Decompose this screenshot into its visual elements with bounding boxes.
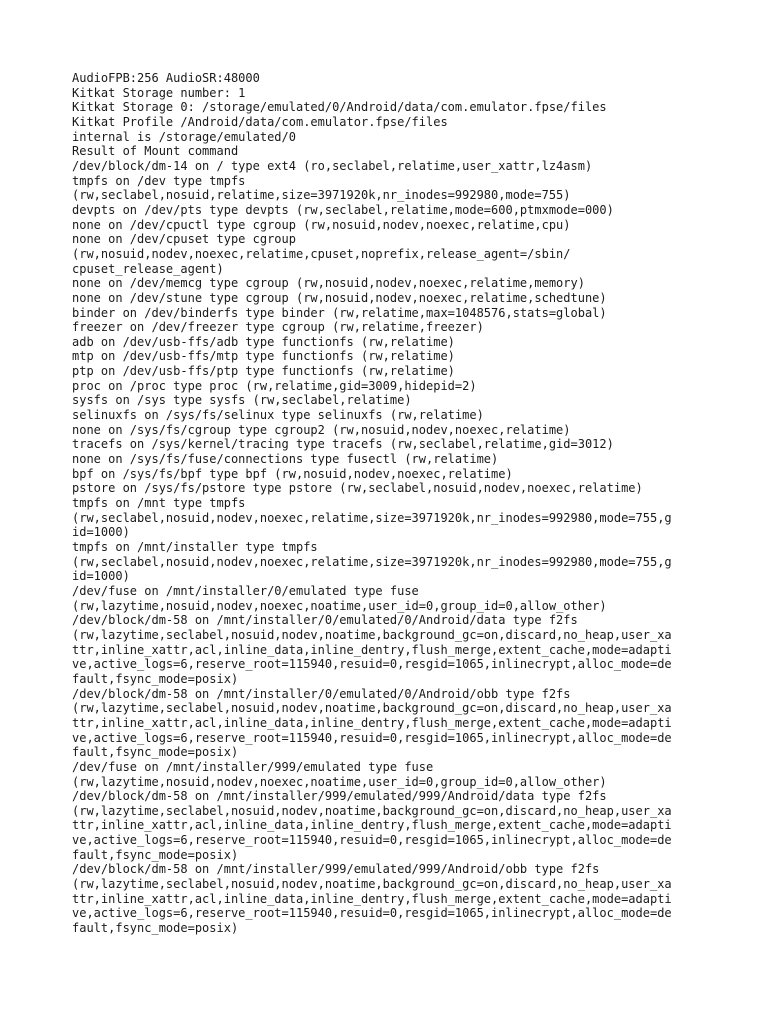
log-line: (rw,seclabel,nosuid,nodev,noexec,relatime,size=3971920k,nr_inodes=992980,mode=755,g [72, 510, 672, 525]
log-line: (rw,lazytime,nosuid,nodev,noexec,noatime,user_id=0,group_id=0,allow_other) [72, 598, 607, 613]
log-line: /dev/block/dm-14 on / type ext4 (ro,seclabel,relatime,user_xattr,lz4asm) [72, 158, 593, 173]
log-line: none on /dev/cpuctl type cgroup (rw,nosuid,nodev,noexec,relatime,cpu) [72, 217, 571, 232]
log-line: ttr,inline_xattr,acl,inline_data,inline_dentry,flush_merge,extent_cache,mode=adapti [72, 715, 672, 730]
log-line: freezer on /dev/freezer type cgroup (rw,relatime,freezer) [72, 320, 484, 335]
log-line: none on /dev/memcg type cgroup (rw,nosuid,nodev,noexec,relatime,memory) [72, 276, 585, 291]
log-line: ve,active_logs=6,reserve_root=115940,resuid=0,resgid=1065,inlinecrypt,alloc_mode=de [72, 730, 672, 745]
log-line: tracefs on /sys/kernel/tracing type tracefs (rw,seclabel,relatime,gid=3012) [72, 437, 614, 452]
log-line: none on /dev/stune type cgroup (rw,nosuid,nodev,noexec,relatime,schedtune) [72, 290, 607, 305]
log-line: (rw,seclabel,nosuid,nodev,noexec,relatime,size=3971920k,nr_inodes=992980,mode=755,g [72, 554, 672, 569]
log-line: none on /sys/fs/fuse/connections type fusectl (rw,relatime) [72, 452, 499, 467]
log-line: /dev/block/dm-58 on /mnt/installer/999/emulated/999/Android/obb type f2fs [72, 862, 600, 877]
log-line: cpuset_release_agent) [72, 261, 224, 276]
log-line: /dev/block/dm-58 on /mnt/installer/999/emulated/999/Android/data type f2fs [72, 789, 607, 804]
log-line: ve,active_logs=6,reserve_root=115940,resuid=0,resgid=1065,inlinecrypt,alloc_mode=de [72, 833, 672, 848]
log-line: fault,fsync_mode=posix) [72, 847, 239, 862]
log-line: ve,active_logs=6,reserve_root=115940,resuid=0,resgid=1065,inlinecrypt,alloc_mode=de [72, 906, 672, 921]
log-line: internal is /storage/emulated/0 [72, 129, 296, 144]
log-line: /dev/block/dm-58 on /mnt/installer/0/emulated/0/Android/obb type f2fs [72, 686, 571, 701]
log-line: sysfs on /sys type sysfs (rw,seclabel,relatime) [72, 393, 412, 408]
log-line: id=1000) [72, 525, 130, 540]
log-line: fault,fsync_mode=posix) [72, 745, 239, 760]
log-line: mtp on /dev/usb-ffs/mtp type functionfs (rw,relatime) [72, 349, 455, 364]
log-line: (rw,lazytime,seclabel,nosuid,nodev,noatime,background_gc=on,discard,no_heap,user_xa [72, 701, 672, 716]
log-line: ttr,inline_xattr,acl,inline_data,inline_dentry,flush_merge,extent_cache,mode=adapti [72, 891, 672, 906]
log-line: binder on /dev/binderfs type binder (rw,relatime,max=1048576,stats=global) [72, 305, 607, 320]
log-document [72, 71, 702, 936]
log-line: devpts on /dev/pts type devpts (rw,seclabel,relatime,mode=600,ptmxmode=000) [72, 202, 614, 217]
log-line: none on /sys/fs/cgroup type cgroup2 (rw,nosuid,nodev,noexec,relatime) [72, 422, 571, 437]
log-line: none on /dev/cpuset type cgroup [72, 232, 296, 247]
log-line: ttr,inline_xattr,acl,inline_data,inline_dentry,flush_merge,extent_cache,mode=adapti [72, 818, 672, 833]
log-line: bpf on /sys/fs/bpf type bpf (rw,nosuid,nodev,noexec,relatime) [72, 466, 513, 481]
log-line: (rw,lazytime,seclabel,nosuid,nodev,noatime,background_gc=on,discard,no_heap,user_xa [72, 803, 672, 818]
log-line: ptp on /dev/usb-ffs/ptp type functionfs (rw,relatime) [72, 364, 455, 379]
log-line: (rw,nosuid,nodev,noexec,relatime,cpuset,noprefix,release_agent=/sbin/ [72, 246, 571, 261]
log-line: (rw,lazytime,seclabel,nosuid,nodev,noatime,background_gc=on,discard,no_heap,user_xa [72, 627, 672, 642]
log-line: fault,fsync_mode=posix) [72, 671, 239, 686]
log-line: /dev/fuse on /mnt/installer/999/emulated type fuse [72, 759, 434, 774]
log-line: (rw,lazytime,seclabel,nosuid,nodev,noatime,background_gc=on,discard,no_heap,user_xa [72, 877, 672, 892]
log-line: ve,active_logs=6,reserve_root=115940,resuid=0,resgid=1065,inlinecrypt,alloc_mode=de [72, 657, 672, 672]
log-line: Kitkat Storage 0: /storage/emulated/0/Android/data/com.emulator.fpse/files [72, 100, 607, 115]
log-line: Kitkat Storage number: 1 [72, 85, 246, 100]
log-line: pstore on /sys/fs/pstore type pstore (rw,seclabel,nosuid,nodev,noexec,relatime) [72, 481, 643, 496]
log-line: tmpfs on /mnt/installer type tmpfs [72, 540, 318, 554]
log-line: AudioFPB:256 AudioSR:48000 [72, 71, 260, 85]
log-line: Kitkat Profile /Android/data/com.emulator.fpse/files [72, 114, 448, 129]
log-line: ttr,inline_xattr,acl,inline_data,inline_dentry,flush_merge,extent_cache,mode=adapti [72, 642, 672, 657]
log-line: fault,fsync_mode=posix) [72, 921, 239, 936]
log-line: id=1000) [72, 569, 130, 584]
log-line: selinuxfs on /sys/fs/selinux type selinuxfs (rw,relatime) [72, 408, 484, 423]
log-line: /dev/block/dm-58 on /mnt/installer/0/emulated/0/Android/data type f2fs [72, 613, 578, 628]
log-line: Result of Mount command [72, 144, 239, 159]
log-line: proc on /proc type proc (rw,relatime,gid=3009,hidepid=2) [72, 378, 477, 393]
log-line: adb on /dev/usb-ffs/adb type functionfs (rw,relatime) [72, 334, 455, 349]
log-line: (rw,seclabel,nosuid,relatime,size=3971920k,nr_inodes=992980,mode=755) [72, 188, 571, 203]
log-line: tmpfs on /mnt type tmpfs [72, 496, 246, 511]
log-line: (rw,lazytime,nosuid,nodev,noexec,noatime,user_id=0,group_id=0,allow_other) [72, 774, 607, 789]
log-line: tmpfs on /dev type tmpfs [72, 173, 246, 188]
log-line: /dev/fuse on /mnt/installer/0/emulated type fuse [72, 583, 419, 598]
